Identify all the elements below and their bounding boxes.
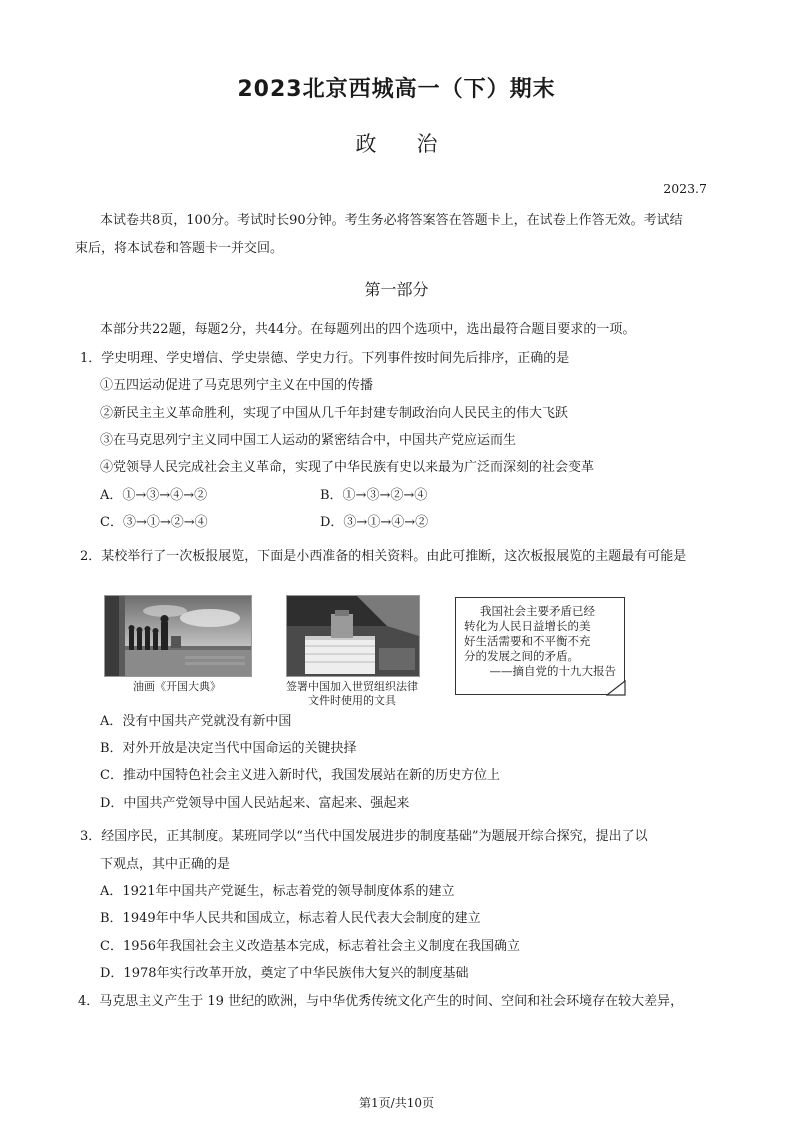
caption-stationery-line-2: 文件时使用的文具 xyxy=(308,694,396,707)
q2-option-b: B．对外开放是决定当代中国命运的关键抉择 xyxy=(100,741,357,756)
page-number: 第1页/共10页 xyxy=(359,1096,434,1110)
exam-title: 2023北京西城高一（下）期末 xyxy=(237,77,556,102)
caption-painting: 油画《开国大典》 xyxy=(133,680,221,693)
quote-line-3: 好生活需要和不平衡不充 xyxy=(464,634,591,648)
instructions-line-1: 本试卷共8页，100分。考试时长90分钟。考生务必将答案答在答题卡上，在试卷上作答无效。考试结 xyxy=(100,213,683,228)
q1-item-4: ④党领导人民完成社会主义革命，实现了中华民族有史以来最为广泛而深刻的社会变革 xyxy=(100,460,595,475)
founding-ceremony-painting xyxy=(104,595,252,677)
q1-option-c: C．③→①→②→④ xyxy=(100,515,208,530)
q3-option-b: B．1949年中华人民共和国成立，标志着人民代表大会制度的建立 xyxy=(100,911,481,926)
exam-date: 2023.7 xyxy=(663,181,707,196)
q1-option-a: A．①→③→④→② xyxy=(100,488,208,503)
q3-option-c: C．1956年我国社会主义改造基本完成，标志着社会主义制度在我国确立 xyxy=(100,939,521,954)
q2-option-c: C．推动中国特色社会主义进入新时代，我国发展站在新的历史方位上 xyxy=(100,768,500,783)
q1-option-d: D．③→①→④→② xyxy=(320,515,429,530)
q3-option-d: D．1978年实行改革开放，奠定了中华民族伟大复兴的制度基础 xyxy=(100,966,469,981)
wto-signing-stationery-photo xyxy=(286,595,420,677)
quote-line-4: 分的发展之间的矛盾。 xyxy=(464,649,579,663)
quote-line-2: 转化为人民日益增长的美 xyxy=(464,619,591,633)
report-quote-box xyxy=(455,597,625,695)
quote-line-1: 我国社会主要矛盾已经 xyxy=(480,604,595,618)
folded-corner-icon xyxy=(606,680,626,696)
q1-item-1: ①五四运动促进了马克思列宁主义在中国的传播 xyxy=(100,378,374,393)
section-intro: 本部分共22题，每题2分，共44分。在每题列出的四个选项中，选出最符合题目要求的一项。 xyxy=(100,322,636,337)
q2-option-d: D．中国共产党领导中国人民站起来、富起来、强起来 xyxy=(100,796,410,811)
q1-stem: 1．学史明理、学史增信、学史崇德、学史力行。下列事件按时间先后排序，正确的是 xyxy=(80,351,570,366)
q1-item-2: ②新民主主义革命胜利，实现了中国从几千年封建专制政治向人民民主的伟大飞跃 xyxy=(100,406,569,421)
q1-option-b: B．①→③→②→④ xyxy=(320,488,428,503)
q3-option-a: A．1921年中国共产党诞生，标志着党的领导制度体系的建立 xyxy=(100,884,455,899)
subject-title: 政治 xyxy=(355,132,478,156)
q2-stem: 2．某校举行了一次板报展览，下面是小西准备的相关资料。由此可推断，这次板报展览的主题最有可能是 xyxy=(80,549,687,564)
section-title: 第一部分 xyxy=(364,280,429,299)
caption-stationery-line-1: 签署中国加入世贸组织法律 xyxy=(286,680,418,693)
quote-source: ——摘自党的十九大报告 xyxy=(489,664,616,678)
q4-stem: 4．马克思主义产生于 19 世纪的欧洲，与中华优秀传统文化产生的时间、空间和社会环境存在较大差异， xyxy=(78,994,684,1009)
instructions-line-2: 束后，将本试卷和答题卡一并交回。 xyxy=(75,241,284,256)
q2-option-a: A．没有中国共产党就没有新中国 xyxy=(100,714,292,729)
q3-stem-line-1: 3．经国序民，正其制度。某班同学以“当代中国发展进步的制度基础”为题展开综合探究，提出了以 xyxy=(80,829,648,844)
q1-item-3: ③在马克思列宁主义同中国工人运动的紧密结合中，中国共产党应运而生 xyxy=(100,433,517,448)
q3-stem-line-2: 下观点，其中正确的是 xyxy=(100,857,231,872)
